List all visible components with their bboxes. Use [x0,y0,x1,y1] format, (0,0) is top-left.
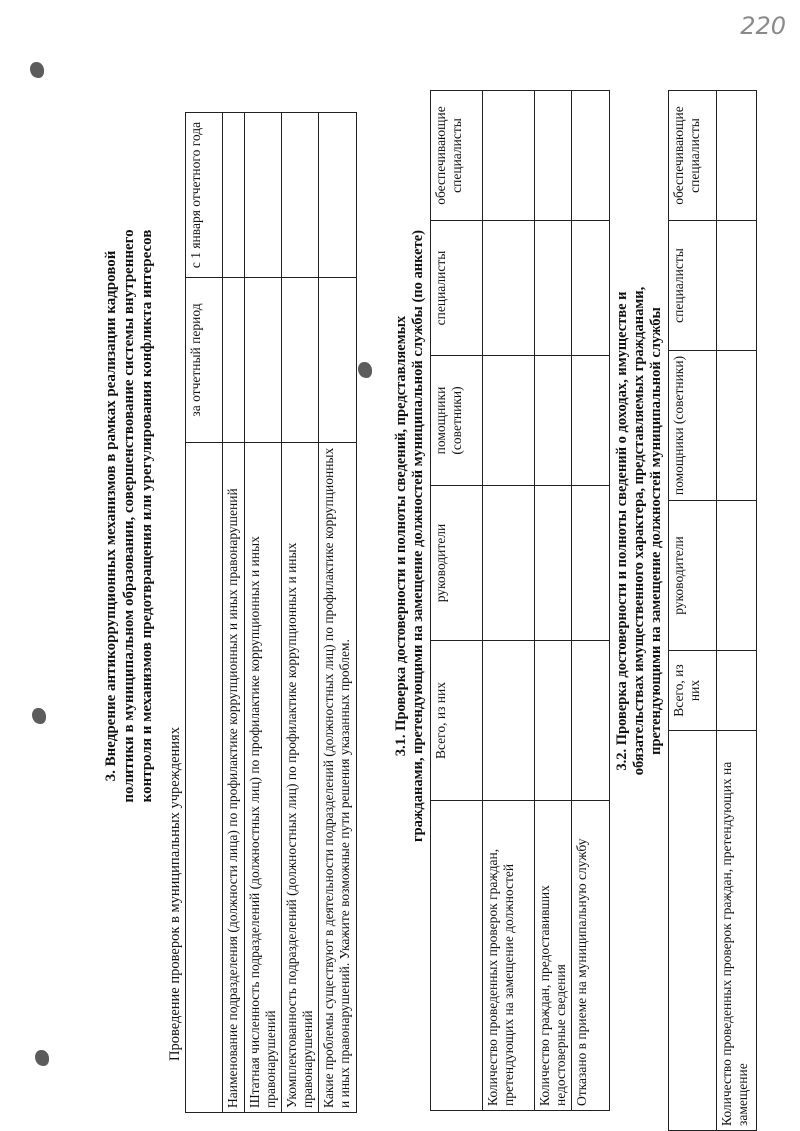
column-header: специалисты [669,221,717,351]
row-label: Отказано в приеме на муниципальную службу [572,801,610,1111]
section3-intro: Проведение проверок в муниципальных учреждениях [167,727,183,1061]
value-cell[interactable] [535,486,572,641]
section31-table [430,90,610,1111]
section32-heading [614,91,665,971]
page-number: 220 [740,12,786,40]
row-label: Количество проведенных проверок граждан, претендующих на замещение [717,731,757,1131]
value-cell[interactable] [572,486,610,641]
section32-table [668,90,757,1131]
column-header: помощники (советники) [431,356,483,486]
section31-title-line: 3.1. Проверка достоверности и полноты сведений, представляемых [393,315,409,757]
row-label: Количество проведенных проверок граждан, претендующих на замещение должностей [483,801,535,1111]
value-cell[interactable] [282,113,319,278]
empty-header-cell [669,731,717,1131]
section3-table [185,112,357,1113]
row-label: Какие проблемы существуют в деятельности подразделений (должностных лиц) по профилактике коррупционных и иных правонарушений. Укажите возможные пути решения указанных проблем. [319,443,357,1113]
table-row [282,113,319,1113]
table-row [483,91,535,1111]
value-cell[interactable] [717,91,757,221]
table-row [319,113,357,1113]
section32-title-line: 3.2. Проверка достоверности и полноты сведений о доходах, имуществе и [614,291,630,771]
row-label: Количество граждан, предоставивших недостоверные сведения [535,801,572,1111]
value-cell[interactable] [535,91,572,221]
section3-title-line: 3. Внедрение антикоррупционных механизмов в рамках реализации кадровой [103,250,119,782]
column-header: специалисты [431,221,483,356]
column-header: обеспечивающие специалисты [669,91,717,221]
section32-title-line: претендующими на замещение должностей муниципальной службы [648,307,664,755]
table-header-row [431,91,483,1111]
value-cell[interactable] [282,278,319,443]
table-row [223,113,245,1113]
value-cell[interactable] [223,113,245,278]
empty-header-cell [186,443,223,1113]
value-cell[interactable] [535,641,572,801]
table-row [245,113,282,1113]
value-cell[interactable] [717,351,757,501]
column-header: Всего, из них [431,641,483,801]
value-cell[interactable] [535,221,572,356]
column-header: руководители [669,501,717,651]
value-cell[interactable] [572,356,610,486]
column-header: с 1 января отчетного года [186,113,223,278]
section3-heading [102,101,156,931]
column-header: Всего, из них [669,651,717,731]
value-cell[interactable] [535,356,572,486]
value-cell[interactable] [483,641,535,801]
column-header: за отчетный период [186,278,223,443]
value-cell[interactable] [572,641,610,801]
value-cell[interactable] [572,221,610,356]
section31-title-line: гражданами, претендующими на замещение должностей муниципальной службы (по анкете) [410,230,426,842]
value-cell[interactable] [717,651,757,731]
row-label: Штатная численность подразделений (должностных лиц) по профилактике коррупционных и иных правонарушений [245,443,282,1113]
column-header: помощники (советники) [669,351,717,501]
section32-title-line: обязательствах имущественного характера, представляемых гражданами, [631,286,647,776]
row-label: Укомплектованность подразделений (должностных лиц) по профилактике коррупционных и иных правонарушений [282,443,319,1113]
value-cell[interactable] [483,221,535,356]
value-cell[interactable] [483,356,535,486]
column-header: обеспечивающие специалисты [431,91,483,221]
value-cell[interactable] [717,501,757,651]
value-cell[interactable] [483,486,535,641]
column-header: руководители [431,486,483,641]
value-cell[interactable] [717,221,757,351]
value-cell[interactable] [319,278,357,443]
table-row [717,91,757,1131]
row-label: Наименование подразделения (должности лица) по профилактике коррупционных и иных правонарушений [223,443,245,1113]
empty-header-cell [431,801,483,1111]
value-cell[interactable] [223,278,245,443]
value-cell[interactable] [245,113,282,278]
value-cell[interactable] [572,91,610,221]
section3-title-line: контроля и механизмов предотвращения или урегулирования конфликта интересов [139,229,155,803]
table-row [535,91,572,1111]
section31-heading [393,61,427,1011]
value-cell[interactable] [245,278,282,443]
value-cell[interactable] [483,91,535,221]
section3-title-line: политики в муниципальном образовании, совершенствование системы внутреннего [121,229,137,803]
table-header-row [669,91,717,1131]
table-header-row [186,113,223,1113]
table-row [572,91,610,1111]
value-cell[interactable] [319,113,357,278]
